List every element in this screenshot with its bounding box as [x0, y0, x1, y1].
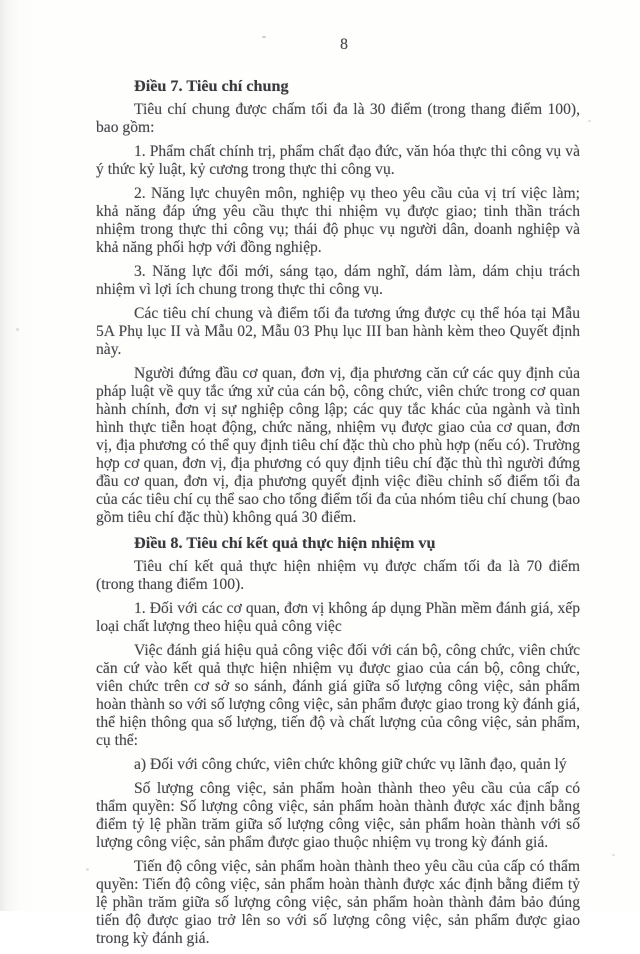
scan-speck: [588, 120, 591, 122]
paragraph: 2. Năng lực chuyên môn, nghiệp vụ theo yêu cầu của vị trí việc làm; khả năng đáp ứng yêu cầu thực thi nhiệm vụ được giao; tinh thần trách nhiệm trong thực thi công vụ; thái độ phục vụ người dân, doanh nghiệp và khả năng phối hợp với đồng nghiệp.: [96, 185, 580, 256]
section-heading-dieu-7: Điều 7. Tiêu chí chung: [134, 77, 289, 95]
paragraph: a) Đối với công chức, viên chức không giữ chức vụ lãnh đạo, quản lý: [134, 756, 567, 773]
page-number: 8: [340, 36, 348, 53]
paragraph: 1. Đối với các cơ quan, đơn vị không áp dụng Phần mềm đánh giá, xếp loại chất lượng theo hiệu quả công việc: [96, 600, 580, 635]
paragraph: 1. Phẩm chất chính trị, phẩm chất đạo đức, văn hóa thực thi công vụ và ý thức kỷ luật, kỷ cương trong thực thi công vụ.: [96, 143, 580, 178]
paragraph: Các tiêu chí chung và điểm tối đa tương ứng được cụ thể hóa tại Mẫu 5A Phụ lục II và Mẫu 02, Mẫu 03 Phụ lục III ban hành kèm theo Quyết định này.: [96, 305, 580, 358]
scan-speck: [86, 868, 89, 871]
paragraph: Số lượng công việc, sản phẩm hoàn thành theo yêu cầu của cấp có thẩm quyền: Số lượng công việc, sản phẩm hoàn thành được xác định bằng điểm tỷ lệ phần trăm giữa số lượng công việc, sản phẩm hoàn thành với số lượng công việc, sản phẩm được giao thuộc nhiệm vụ trong kỳ đánh giá.: [96, 780, 580, 851]
paragraph: Việc đánh giá hiệu quả công việc đối với cán bộ, công chức, viên chức căn cứ vào kết quả thực hiện nhiệm vụ được giao của cán bộ, công chức, viên chức trên cơ sở so sánh, đánh giá giữa số lượng công việc, sản phẩm hoàn thành so với số lượng công việc, sản phẩm được giao trong kỳ đánh giá, thể hiện thông qua số lượng, tiến độ và chất lượng của công việc, sản phẩm, cụ thể:: [96, 642, 580, 749]
paragraph: 3. Năng lực đổi mới, sáng tạo, dám nghĩ, dám làm, dám chịu trách nhiệm vì lợi ích chung trong thực thi công vụ.: [96, 263, 580, 298]
paragraph: Tiến độ công việc, sản phẩm hoàn thành theo yêu cầu của cấp có thẩm quyền: Tiến độ công việc, sản phẩm hoàn thành được xác định bằng điểm tỷ lệ phần trăm giữa số lượng công việc, sản phẩm hoàn thành đảm bảo đúng tiến độ được giao trở lên so với số lượng công việc, sản phẩm được giao trong kỳ đánh giá.: [96, 858, 580, 947]
section-heading-dieu-8: Điều 8. Tiêu chí kết quả thực hiện nhiệm vụ: [134, 534, 436, 552]
scan-speck: [612, 854, 615, 856]
scan-speck: [16, 328, 19, 331]
paragraph: Người đứng đầu cơ quan, đơn vị, địa phương căn cứ các quy định của pháp luật về quy tắc ứng xử của cán bộ, công chức, viên chức trong cơ quan hành chính, đơn vị sự nghiệp công lập; các quy tắc khác của ngành và tình hình thực tiễn hoạt động, chức năng, nhiệm vụ được giao của cơ quan, đơn vị, địa phương có thể quy định tiêu chí đặc thù cho phù hợp (nếu có). Trường hợp cơ quan, đơn vị, địa phương có quy định tiêu chí đặc thù thì người đứng đầu cơ quan, đơn vị, địa phương quyết định việc điều chỉnh số điểm tối đa của các tiêu chí cụ thể sao cho tổng điểm tối đa của nhóm tiêu chí chung (bao gồm tiêu chí đặc thù) không quá 30 điểm.: [96, 365, 580, 526]
paragraph: Tiêu chí kết quả thực hiện nhiệm vụ được chấm tối đa là 70 điểm (trong thang điểm 100).: [96, 558, 580, 593]
paragraph: Tiêu chí chung được chấm tối đa là 30 điểm (trong thang điểm 100), bao gồm:: [96, 101, 580, 136]
document-body: [96, 36, 580, 954]
